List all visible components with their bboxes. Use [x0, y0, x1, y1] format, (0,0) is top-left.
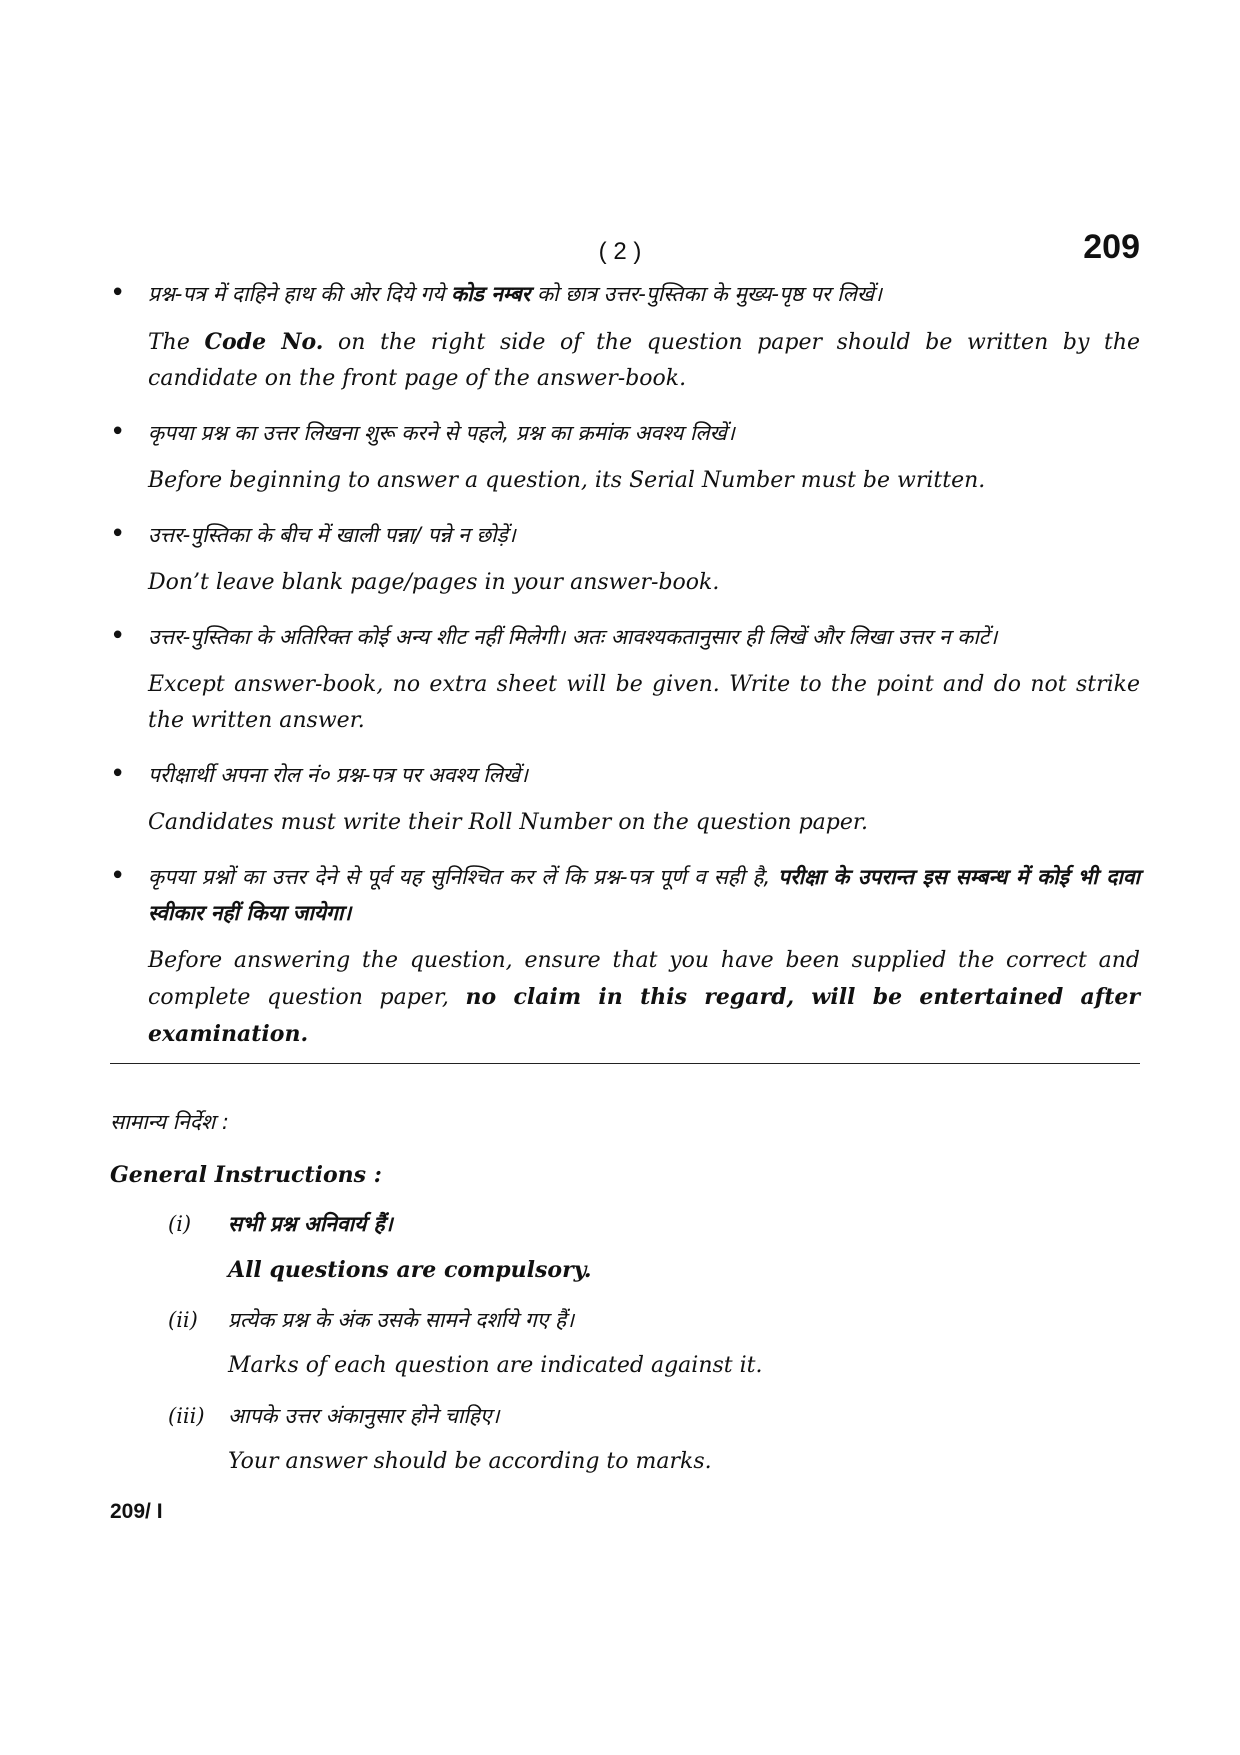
general-instructions-heading-hindi: सामान्य निर्देश :: [110, 1110, 229, 1134]
note-hindi: उत्तर-पुस्तिका के अतिरिक्त कोई अन्य शीट नहीं मिलेगी। अतः आवश्यकतानुसार ही लिखें और लिखा उत्तर न काटें।: [148, 625, 998, 649]
note-hindi: प्रश्न-पत्र में दाहिने हाथ की ओर दिये गये कोड नम्बर को छात्र उत्तर-पुस्तिका के मुख्य-पृष्ठ पर लिखें।: [148, 282, 882, 306]
paper-code: 209: [1083, 228, 1140, 266]
note-english: Don’t leave blank page/pages in your answer-book.: [148, 570, 720, 595]
instruction-number: (ii): [168, 1308, 198, 1332]
note-hindi: कृपया प्रश्न का उत्तर लिखना शुरू करने से पहले, प्रश्न का क्रमांक अवश्य लिखें।: [148, 421, 735, 445]
note-item: [110, 619, 1140, 739]
instruction-english: All questions are compulsory.: [228, 1257, 592, 1283]
note-english: Before answering the question, ensure that you have been supplied the correct and complete question paper, no claim in this regard, will be entertained after examination.: [148, 948, 1141, 1047]
instruction-hindi: आपके उत्तर अंकानुसार होने चाहिए।: [228, 1404, 500, 1428]
note-item: [110, 415, 1140, 499]
note-hindi: उत्तर-पुस्तिका के बीच में खाली पन्ना/ पन्ने न छोड़ें।: [148, 523, 516, 547]
instruction-number: (i): [168, 1212, 192, 1236]
page-number: ( 2 ): [598, 238, 642, 265]
bullet-icon: •: [110, 861, 126, 891]
note-english: Before beginning to answer a question, its Serial Number must be written.: [148, 468, 986, 493]
instruction-hindi: प्रत्येक प्रश्न के अंक उसके सामने दर्शाये गए हैं।: [228, 1308, 575, 1332]
instruction-english: Your answer should be according to marks.: [228, 1449, 712, 1474]
note-item: [110, 276, 1140, 397]
note-english: Except answer-book, no extra sheet will be given. Write to the point and do not strike the written answer.: [148, 672, 1140, 733]
bullet-icon: •: [110, 519, 126, 549]
instruction-item: [110, 1398, 1140, 1480]
note-item: [110, 757, 1140, 841]
divider: [110, 1063, 1140, 1064]
instruction-hindi: सभी प्रश्न अनिवार्य हैं।: [228, 1212, 393, 1236]
general-instructions-heading: General Instructions :: [110, 1162, 382, 1188]
instruction-item: [110, 1302, 1140, 1384]
note-hindi: परीक्षार्थी अपना रोल नं० प्रश्न-पत्र पर अवश्य लिखें।: [148, 763, 528, 787]
bullet-icon: •: [110, 621, 126, 651]
instruction-item: [110, 1206, 1140, 1288]
bullet-icon: •: [110, 759, 126, 789]
note-item: [110, 859, 1140, 1053]
bullet-icon: •: [110, 278, 126, 308]
note-english: The Code No. on the right side of the question paper should be written by the candidate on the front page of the answer-book.: [148, 329, 1141, 391]
note-hindi: कृपया प्रश्नों का उत्तर देने से पूर्व यह सुनिश्चित कर लें कि प्रश्न-पत्र पूर्ण व सही है, परीक्षा के उपरान्त इस सम्बन्ध में कोई भी दावा स्वीकार नहीं किया जायेगा।: [148, 865, 1140, 925]
instruction-number: (iii): [168, 1404, 205, 1428]
note-item: [110, 517, 1140, 601]
note-english: Candidates must write their Roll Number on the question paper.: [148, 810, 868, 835]
footer-code: 209/ I: [110, 1500, 163, 1523]
instruction-english: Marks of each question are indicated against it.: [228, 1353, 763, 1378]
bullet-icon: •: [110, 417, 126, 447]
instructions-content: [110, 276, 1140, 1480]
